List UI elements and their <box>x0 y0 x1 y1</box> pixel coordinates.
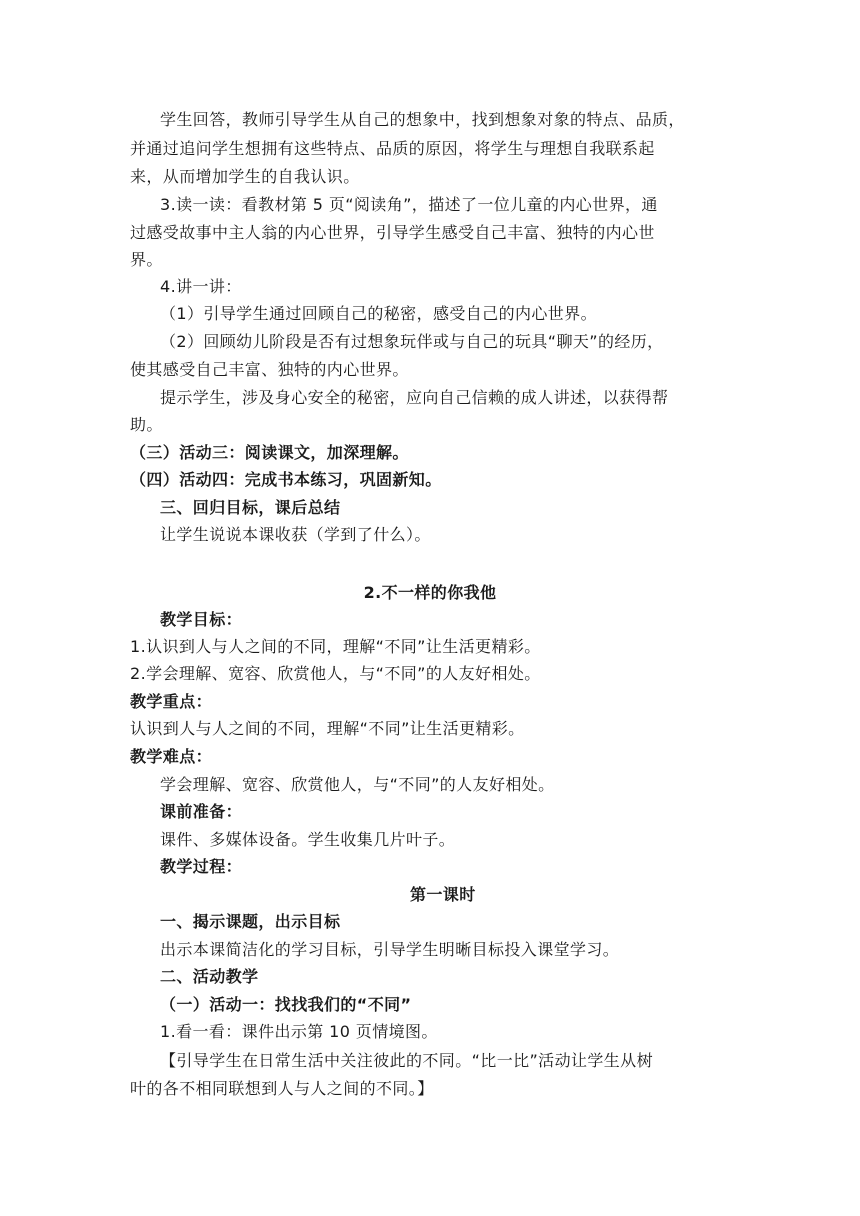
section-heading: 二、活动教学 <box>160 967 259 986</box>
text-line: 使其感受自己丰富、独特的内心世界。 <box>130 360 409 379</box>
lesson-title: 2.不一样的你我他 <box>363 583 497 602</box>
text-line: 叶的各不相同联想到人与人之间的不同。】 <box>130 1079 434 1098</box>
text-line: 2.学会理解、宽容、欣赏他人，与“不同”的人友好相处。 <box>130 664 541 683</box>
text-line: 出示本课简洁化的学习目标，引导学生明晰目标投入课堂学习。 <box>160 940 620 959</box>
text-line: 1.看一看：课件出示第 10 页情境图。 <box>160 1022 438 1041</box>
section-heading: 教学目标： <box>160 610 243 629</box>
text-line: 学生回答，教师引导学生从自己的想象中，找到想象对象的特点、品质， <box>160 110 685 129</box>
section-heading: （三）活动三：阅读课文，加深理解。 <box>130 443 409 462</box>
section-heading: 教学难点： <box>130 747 213 766</box>
text-line: 4.讲一讲： <box>160 277 242 296</box>
section-heading: 教学重点： <box>130 692 213 711</box>
section-heading: （一）活动一：找找我们的“不同” <box>160 995 412 1014</box>
text-line: 认识到人与人之间的不同，理解“不同”让生活更精彩。 <box>130 719 525 738</box>
text-line: 来，从而增加学生的自我认识。 <box>130 167 360 186</box>
text-line: 学会理解、宽容、欣赏他人，与“不同”的人友好相处。 <box>160 775 555 794</box>
text-line: 并通过追问学生想拥有这些特点、品质的原因，将学生与理想自我联系起 <box>130 139 655 158</box>
section-heading: 一、揭示课题，出示目标 <box>160 912 341 931</box>
text-line: 【引导学生在日常生活中关注彼此的不同。“比一比”活动让学生从树 <box>160 1051 653 1070</box>
section-heading: 课前准备： <box>160 802 243 821</box>
section-heading: 三、回归目标，课后总结 <box>160 498 341 517</box>
text-line: 让学生说说本课收获（学到了什么）。 <box>160 525 431 544</box>
text-line: 助。 <box>130 415 163 434</box>
text-line: 过感受故事中主人翁的内心世界，引导学生感受自己丰富、独特的内心世 <box>130 223 655 242</box>
text-line: 提示学生，涉及身心安全的秘密，应向自己信赖的成人讲述，以获得帮 <box>160 388 669 407</box>
section-heading: 教学过程： <box>160 857 243 876</box>
text-line: 界。 <box>130 250 163 269</box>
text-line: 3.读一读：看教材第 5 页“阅读角”，描述了一位儿童的内心世界，通 <box>160 195 658 214</box>
text-line: 1.认识到人与人之间的不同，理解“不同”让生活更精彩。 <box>130 637 541 656</box>
class-period-title: 第一课时 <box>410 885 476 904</box>
text-line: （2）回顾幼儿阶段是否有过想象玩伴或与自己的玩具“聊天”的经历， <box>160 332 664 351</box>
text-line: （1）引导学生通过回顾自己的秘密，感受自己的内心世界。 <box>160 304 597 323</box>
section-heading: （四）活动四：完成书本练习，巩固新知。 <box>130 470 442 489</box>
text-line: 课件、多媒体设备。学生收集几片叶子。 <box>160 830 456 849</box>
